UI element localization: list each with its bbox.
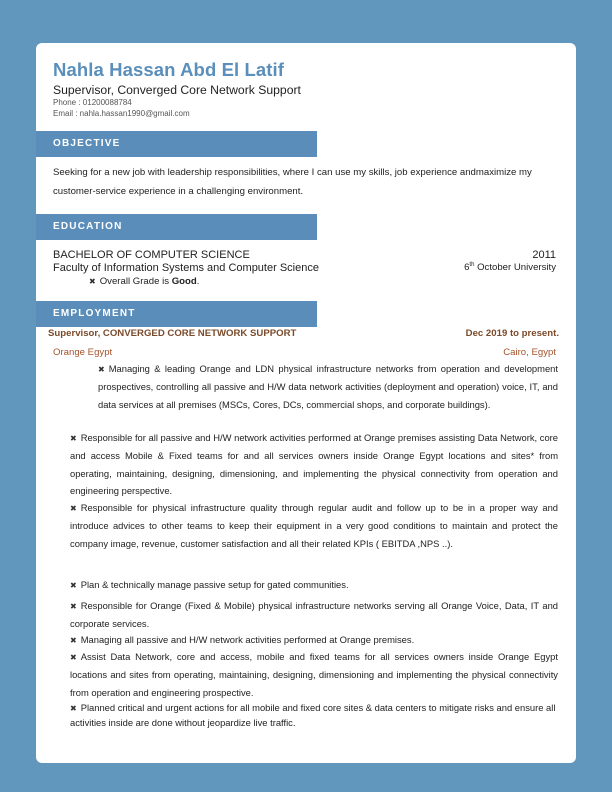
- list-item: ✖ Planned critical and urgent actions for all mobile and fixed core sites & data centers to mitigate risks and ensure all activities inside are done without jeopardize live traffic.: [70, 702, 556, 728]
- faculty: Faculty of Information Systems and Computer Science: [53, 262, 319, 274]
- degree: BACHELOR OF COMPUTER SCIENCE: [53, 249, 250, 261]
- employment-heading: EMPLOYMENT: [36, 301, 317, 327]
- graduation-year: 2011: [532, 249, 556, 261]
- grade: ✖ Overall Grade is Good.: [89, 276, 200, 287]
- degree-row: [53, 249, 556, 261]
- candidate-title: Supervisor, Converged Core Network Support: [53, 83, 301, 97]
- objective-heading: OBJECTIVE: [36, 131, 317, 157]
- list-item: ✖ Plan & technically manage passive setup for gated communities.: [70, 579, 349, 590]
- education-heading: EDUCATION: [36, 214, 317, 240]
- faculty-row: [53, 262, 556, 274]
- list-item: ✖ Managing & leading Orange and LDN physical infrastructure networks from operation and development prospectives, controlling all passive and H/W data network activities (deployment and operation) voice, IT, and data services at all premises (MSCs, Cores, DCs, commercial shops, and corporate buildings).: [98, 363, 558, 410]
- phone: Phone : 01200088784: [53, 98, 132, 107]
- list-item: ✖ Responsible for all passive and H/W network activities performed at Orange premises assisting Data Network, core and access Mobile & Fixed teams for and all services owners inside Orange Egypt locations and sites* from operating, maintaining, designing, dimensioning, and implementing the physical connectivity from operation and engineering perspective.: [70, 432, 558, 496]
- job-dates: Dec 2019 to present.: [465, 328, 559, 339]
- list-item: ✖ Responsible for Orange (Fixed & Mobile) physical infrastructure networks serving all Orange Voice, Data, IT and corporate services.: [70, 600, 558, 630]
- job-row: [48, 328, 559, 339]
- list-item: ✖ Responsible for physical infrastructure quality through regular audit and follow up to be in a proper way and introduce advices to other teams to keep their equipment in a very good conditions to maintain and protect the company image, revenue, customer satisfaction and all their related KPIs ( EBITDA ,NPS ..).: [70, 502, 558, 549]
- resume-page: [36, 43, 576, 763]
- company: Orange Egypt: [53, 347, 113, 358]
- company-row: [53, 347, 556, 358]
- university: 6th October University: [464, 262, 556, 274]
- list-item: ✖ Assist Data Network, core and access, mobile and fixed teams for all services owners inside Orange Egypt locations and sites from operating, maintaining, designing, dimensioning and implementing the physical connectivity from operation and engineering prospective.: [70, 651, 558, 698]
- location: Cairo, Egypt: [503, 347, 556, 358]
- candidate-name: Nahla Hassan Abd El Latif: [53, 59, 285, 80]
- job-title: Supervisor, CONVERGED CORE NETWORK SUPPORT: [48, 328, 297, 339]
- list-item: ✖ Managing all passive and H/W network activities performed at Orange premises.: [70, 634, 415, 645]
- email: Email : nahla.hassan1990@gmail.com: [53, 109, 190, 118]
- objective-text: Seeking for a new job with leadership responsibilities, where I can use my skills, job experience andmaximize my customer-service experience in a challenging environment.: [53, 167, 532, 197]
